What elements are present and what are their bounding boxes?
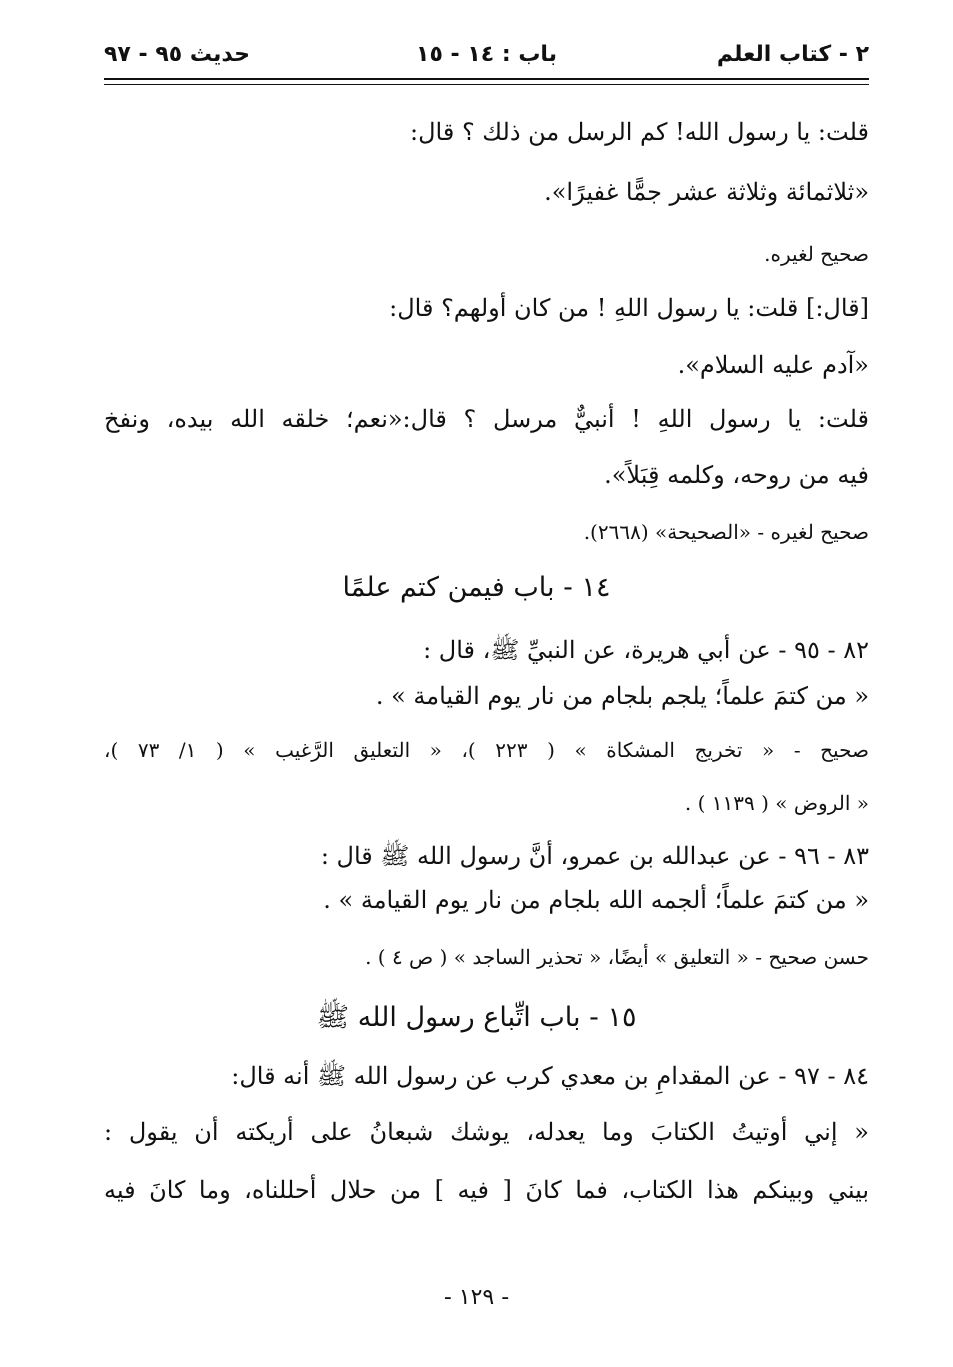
hadith-97-matn: « إني أوتيتُ الكتابَ وما يعدله، يوشك شبعانُ على أريكته أن يقول : (104, 1118, 869, 1146)
text-line: [قال:] قلت: يا رسول اللهِ ! من كان أولهم؟ قال: (389, 294, 869, 322)
text-line: «ثلاثمائة وثلاثة عشر جمًّا غفيرًا». (544, 178, 869, 206)
hadith-97-isnad: ٨٤ - ٩٧ - عن المقدامِ بن معدي كرب عن رسول الله ﷺ أنه قال: (231, 1062, 869, 1090)
header-hadith-range: حديث ٩٥ - ٩٧ (104, 42, 250, 67)
chapter-heading-15: ١٥ - باب اتِّباع رسول الله ﷺ (316, 1002, 637, 1033)
header-book-title: ٢ - كتاب العلم (716, 42, 869, 67)
header-rule-thick (104, 78, 869, 80)
hadith-96-matn: « من كتمَ علماً؛ ألجمه الله بلجام من نار يوم القيامة » . (323, 886, 869, 914)
hadith-95-grading-cont: « الروض » ( ١١٣٩ ) . (684, 791, 869, 815)
header-chapter: باب : ١٤ - ١٥ (416, 42, 557, 67)
running-header (104, 34, 869, 84)
chapter-heading-14: ١٤ - باب فيمن كتم علمًا (342, 572, 611, 603)
grading-line: صحيح لغيره. (764, 242, 869, 266)
header-rule-thin (104, 84, 869, 85)
hadith-96-isnad: ٨٣ - ٩٦ - عن عبدالله بن عمرو، أنَّ رسول الله ﷺ قال : (320, 842, 869, 870)
hadith-95-grading: صحيح - « تخريج المشكاة » ( ٢٢٣ )، « التعليق الرَّغيب » ( ١/ ٧٣ )، (104, 738, 869, 762)
text-line: «آدم عليه السلام». (677, 351, 869, 379)
grading-line: صحيح لغيره - «الصحيحة» (٢٦٦٨). (583, 520, 869, 544)
hadith-97-matn-cont: بيني وبينكم هذا الكتاب، فما كانَ [ فيه ] من حلال أحللناه، وما كانَ فيه (104, 1176, 869, 1204)
text-line: فيه من روحه، وكلمه قِبَلاً». (604, 461, 869, 489)
text-line: قلت: يا رسول الله! كم الرسل من ذلك ؟ قال: (410, 118, 869, 146)
text-line: قلت: يا رسول اللهِ ! أنبيٌّ مرسل ؟ قال:«نعم؛ خلقه الله بيده، ونفخ (104, 405, 869, 433)
hadith-96-grading: حسن صحيح - « التعليق » أيضًا، « تحذير الساجد » ( ص ٤ ) . (365, 945, 869, 969)
page-number: - ١٢٩ - (443, 1285, 510, 1310)
hadith-95-matn: « من كتمَ علماً؛ يلجم بلجام من نار يوم القيامة » . (375, 682, 869, 710)
hadith-95-isnad: ٨٢ - ٩٥ - عن أبي هريرة، عن النبيِّ ﷺ، قال : (423, 636, 869, 664)
